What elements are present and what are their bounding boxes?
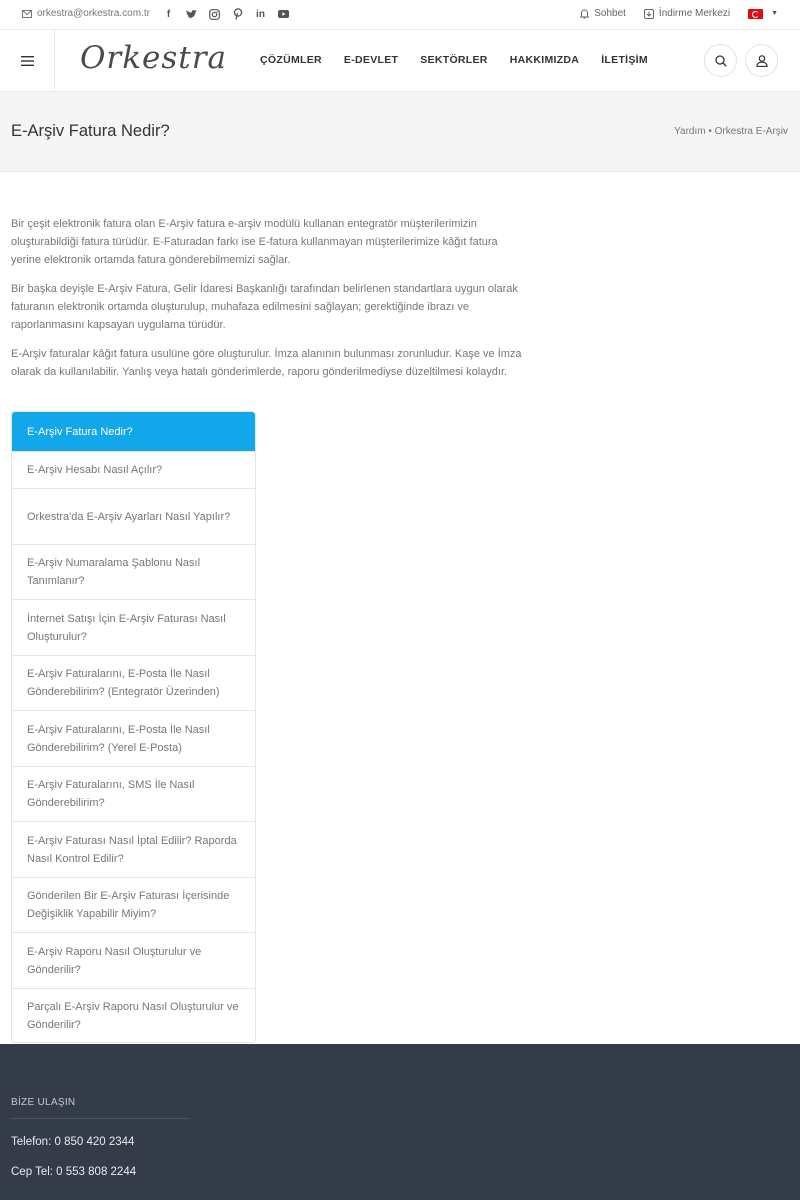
twitter-icon[interactable] bbox=[185, 7, 198, 21]
article-content bbox=[11, 215, 526, 392]
download-label: İndirme Merkezi bbox=[658, 8, 731, 19]
nav-item-e-government[interactable]: E-DEVLET bbox=[343, 54, 399, 66]
topic-item[interactable]: Parçalı E-Arşiv Raporu Nasıl Oluşturulur ve Gönderilir? bbox=[12, 988, 255, 1042]
pinterest-icon[interactable] bbox=[231, 7, 244, 21]
nav-item-about[interactable]: HAKKIMIZDA bbox=[509, 54, 580, 66]
site-logo[interactable]: Orkestra bbox=[80, 40, 228, 76]
turkey-flag-icon bbox=[748, 9, 763, 19]
topic-item[interactable]: Gönderilen Bir E-Arşiv Faturası İçerisinde Değişiklik Yapabilir Miyim? bbox=[12, 877, 255, 932]
footer-heading: BİZE ULAŞIN bbox=[11, 1097, 76, 1108]
topic-item[interactable]: E-Arşiv Raporu Nasıl Oluşturulur ve Gönderilir? bbox=[12, 932, 255, 988]
bell-icon bbox=[580, 9, 589, 19]
topic-item[interactable]: Orkestra'da E-Arşiv Ayarları Nasıl Yapılır? bbox=[12, 488, 255, 544]
paragraph: E-Arşiv faturalar kâğıt fatura usulüne göre oluşturulur. İmza alanının bulunması zorunludur. Kaşe ve İmza olarak da kullanılabilir. Yanlış veya hatalı gönderimlerde, raporu gönderilmediyse düzeltilmesi kolaydır. bbox=[11, 348, 522, 378]
email-link[interactable] bbox=[22, 8, 150, 19]
top-bar bbox=[0, 0, 800, 30]
main-nav bbox=[260, 54, 648, 66]
language-selector[interactable] bbox=[748, 9, 778, 19]
nav-item-contact[interactable]: İLETİŞİM bbox=[601, 54, 648, 66]
hamburger-icon bbox=[21, 56, 34, 66]
chat-label: Sohbet bbox=[594, 8, 626, 19]
search-button[interactable] bbox=[704, 44, 737, 77]
main-header bbox=[0, 30, 800, 92]
instagram-icon[interactable] bbox=[208, 7, 221, 21]
footer-divider bbox=[11, 1118, 189, 1119]
youtube-icon[interactable] bbox=[277, 7, 290, 21]
topic-item[interactable]: E-Arşiv Faturalarını, E-Posta İle Nasıl Gönderebilirim? (Entegratör Üzerinden) bbox=[12, 655, 255, 710]
account-button[interactable] bbox=[745, 44, 778, 77]
footer-phone[interactable]: Telefon: 0 850 420 2344 bbox=[11, 1136, 135, 1148]
page-title-bar bbox=[0, 92, 800, 172]
nav-item-solutions[interactable]: ÇÖZÜMLER bbox=[260, 54, 322, 66]
topic-item[interactable]: İnternet Satışı İçin E-Arşiv Faturası Nasıl Oluşturulur? bbox=[12, 599, 255, 655]
search-icon bbox=[715, 55, 727, 67]
paragraph: Bir çeşit elektronik fatura olan E-Arşiv fatura e-arşiv modülü kullanan entegratör müşterilerimizin oluşturabildiği fatura türüdür. E-Faturadan farkı ise E-fatura kullanmayan müşterilerimize kâğıt fatura yerine elektronik ortamda fatura gönderebilmemizi sağlar. bbox=[11, 218, 498, 266]
top-bar-right bbox=[580, 8, 778, 19]
topic-item[interactable]: E-Arşiv Hesabı Nasıl Açılır? bbox=[12, 451, 255, 488]
download-center-link[interactable] bbox=[644, 8, 730, 19]
topic-item[interactable]: E-Arşiv Faturalarını, E-Posta İle Nasıl Gönderebilirim? (Yerel E-Posta) bbox=[12, 710, 255, 766]
nav-item-sectors[interactable]: SEKTÖRLER bbox=[420, 54, 488, 66]
hamburger-menu-button[interactable] bbox=[0, 30, 55, 91]
download-icon bbox=[644, 9, 654, 19]
topic-item[interactable]: E-Arşiv Faturalarını, SMS İle Nasıl Gönderebilirim? bbox=[12, 766, 255, 821]
chat-link[interactable] bbox=[580, 8, 626, 19]
caret-down-icon: ▼ bbox=[771, 10, 778, 17]
user-icon bbox=[756, 55, 768, 67]
topic-item[interactable]: E-Arşiv Faturası Nasıl İptal Edilir? Raporda Nasıl Kontrol Edilir? bbox=[12, 821, 255, 877]
paragraph: Bir başka deyişle E-Arşiv Fatura, Gelir İdaresi Başkanlığı tarafından belirlenen standartlara uygun olarak faturanın elektronik ortamda oluşturulup, muhafaza edilmesini sağlayan; gerektiğinde ibrazı ve raporlanmasını kapsayan uygulama türüdür. bbox=[11, 283, 518, 331]
envelope-icon bbox=[22, 10, 32, 18]
footer bbox=[0, 1044, 800, 1200]
social-links bbox=[162, 7, 290, 21]
help-topic-list bbox=[11, 411, 256, 1043]
linkedin-icon[interactable]: in bbox=[256, 8, 265, 20]
breadcrumb[interactable]: Yardım • Orkestra E-Arşiv bbox=[674, 126, 788, 137]
footer-mobile[interactable]: Cep Tel: 0 553 808 2244 bbox=[11, 1166, 137, 1178]
email-text: orkestra@orkestra.com.tr bbox=[37, 8, 150, 19]
facebook-icon[interactable]: f bbox=[166, 8, 171, 20]
topic-item[interactable]: E-Arşiv Numaralama Şablonu Nasıl Tanımlanır? bbox=[12, 544, 255, 599]
topic-item-active[interactable]: E-Arşiv Fatura Nedir? bbox=[12, 412, 255, 451]
page-title: E-Arşiv Fatura Nedir? bbox=[11, 122, 170, 140]
